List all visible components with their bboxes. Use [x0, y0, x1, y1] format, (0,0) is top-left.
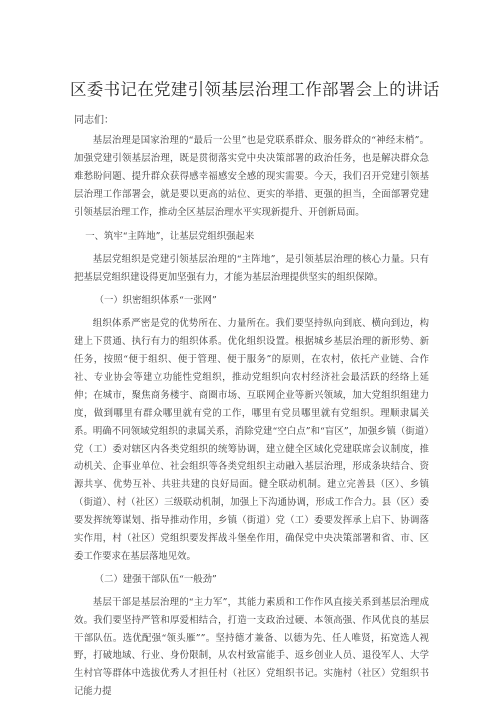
subsection-heading: （二）建强干部队伍“一般劲” — [94, 573, 217, 585]
section-heading: 一、筑牢“主阵地”，让基层党组织强起来 — [85, 230, 255, 242]
section-intro-paragraph: 基层党组织是党建引领基层治理的“主阵地”，是引领基层治理的核心力量。只有把基层党组织建设得更加坚强有力，才能为基层治理提供坚实的组织保障。 — [74, 254, 429, 284]
subsection-paragraph: 基层干部是基层治理的“主力军”，其能力素质和工作作风直接关系到基层治理成效。我们要坚持严管和厚爱相结合，打造一支政治过硬、本领高强、作风优良的基层干部队伍。选优配强“领头雁””。坚持德才兼备、以德为先、任人唯贤，拓宽选人视野，打破地域、行业、身份限制，从农村致富能手、返乡创业人员、退役军人、大学生村官等群体中选拔优秀人才担任村（社区）党组织书记。实施村（社区）党组织书记能力提 — [74, 596, 429, 698]
document-body — [74, 132, 429, 701]
subsection-heading: （一）织密组织体系“一张网” — [94, 295, 217, 307]
subsection-paragraph: 组织体系严密是党的优势所在、力量所在。我们要坚持纵向到底、横向到边，构建上下贯通、执行有力的组织体系。优化组织设置。根据城乡基层治理的新形势、新任务，按照“便于组织、便于管理、便于服务”的原则，在农村，依托产业链、合作社、专业协会等建立功能性党组织，推动党组织向农村经济社会最活跃的经络上延伸；在城市，聚焦商务楼宇、商圈市场、互联网企业等新兴领域，加大党组织组建力度，做到哪里有群众哪里就有党的工作，哪里有党员哪里就有党组织。理顺隶属关系。明确不同领域党组织的隶属关系，消除党建“空白点”和“盲区”，加强乡镇（街道）党（工）委对辖区内各类党组织的统筹协调，建立健全区域化党建联席会议制度，推动机关、企事业单位、社会组织等各类党组织主动融入基层治理，形成条块结合、资源共享、优势互补、共驻共建的良好局面。健全联动机制。建立完善县（区）、乡镇（街道）、村（社区）三级联动机制，加强上下沟通协调，形成工作合力。县（区）委要发挥统筹谋划、指导推动作用，乡镇（街道）党（工）委要发挥承上启下、协调落实作用，村（社区）党组织要发挥战斗堡垒作用，确保党中央决策部署和省、市、区委工作要求在基层落地见效。 — [74, 318, 429, 562]
salutation: 同志们： — [74, 115, 114, 126]
document-title: 区委书记在党建引领基层治理工作部署会上的讲话 — [70, 80, 440, 99]
intro-paragraph: 基层治理是国家治理的“最后一公里”也是党联系群众、服务群众的“神经末梢”。加强党建引领基层治理，既是贯彻落实党中央决策部署的政治任务，也是解决群众急难愁盼问题、提升群众获得感幸福感安全感的现实需要。今天，我们召开党建引领基层治理工作部署会，就是要以更高的站位、更实的举措、更强的担当，全面部署党建引领基层治理工作，推动全区基层治理水平实现新提升、开创新局面。 — [74, 135, 429, 218]
